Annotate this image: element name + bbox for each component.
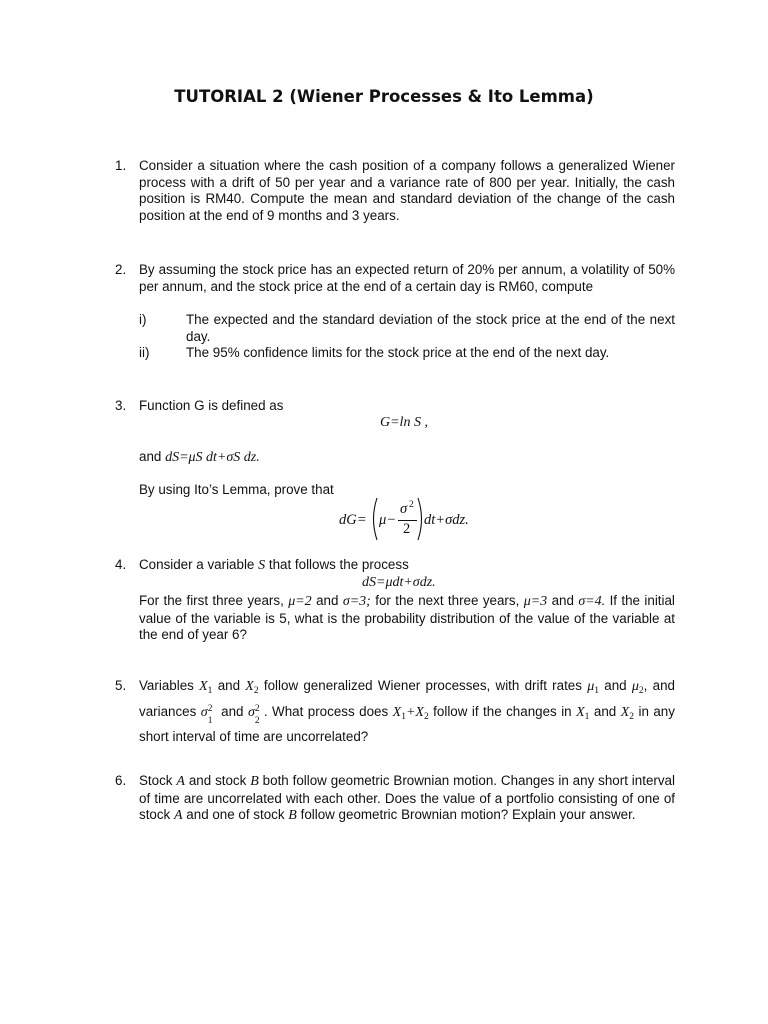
- sub-item-label: i): [139, 312, 147, 327]
- left-paren: [369, 497, 379, 541]
- question-number: 3.: [115, 398, 127, 413]
- page-title: TUTORIAL 2 (Wiener Processes & Ito Lemma): [174, 87, 594, 106]
- document-page: TUTORIAL 2 (Wiener Processes & Ito Lemma) 1. Consider a situation where the cash position of a company follows a generalized Wiener process with a drift of 50 per year and a variance rate of 800 per year. Initially, the cash position is RM40. Compute the mean and standard deviation of the change of the cash position at the end of 9 months and 3 years. 2. By assuming the stock price has an expected return of 20% per annum, a volatility of 50% per annum, and the stock price at the end of a certain day is RM60, compute i) The expected and the standard deviation of the stock price at the end of the next day. ii) The 95% confidence limits for the stock price at the end of the next day. 3. Function G is defined as G=ln S , and dS=μS dt+σS dz. By using Ito’s Lemma, prove that dG= μ− σ 2 2 dt+σdz. 4. Consider a variable S that follows the process dS=μdt+σdz. For the first three years, μ=2 and σ=3; for the next three years, μ=3 and σ=4. If the initial value of the variable is 5, what is the probability distribution of the value of the variable at the end of year 6? 5. Variables $X_1$ and $X_2$ follow generalized Wiener processes, with drift rates $\mu_1$ and $\mu_2$, and variances σ 2 1 and σ 2 2 . What process does $X_1+X_2$ follow if the changes in $X_1$ and $X_2$ in any short interval of time are uncorrelated? 6. Stock A and stock B both follow geometric Brownian motion. Changes in any short interval of time are uncorrelated with each other. Does the value of a portfolio consisting of one of stock A and one of stock B follow geometric Brownian motion? Explain your answer.: [0, 0, 768, 1024]
- question-number: 1.: [115, 158, 127, 173]
- equation-g: G=ln S ,: [380, 415, 428, 430]
- question-text: By assuming the stock price has an expected return of 20% per annum, a volatility of 50% per annum, and the stock price at the end of a certain day is RM60, compute: [139, 262, 675, 294]
- equation-ds: dS=μS dt+σS dz.: [165, 450, 260, 465]
- question-number: 2.: [115, 262, 127, 277]
- question-text: Consider a situation where the cash position of a company follows a generalized Wiener process with a drift of 50 per year and a variance rate of 800 per year. Initially, the cash position is RM40. Compute the mean and standard deviation of the change of the cash position at the end of 9 months and 3 years.: [139, 158, 675, 223]
- question-number: 5.: [115, 678, 127, 693]
- question-number: 4.: [115, 557, 127, 572]
- sub-item-text: The expected and the standard deviation of the stock price at the end of the next day.: [186, 312, 675, 344]
- equation-ds-process: dS=μdt+σdz.: [362, 575, 436, 590]
- question-number: 6.: [115, 773, 127, 788]
- sub-item-text: The 95% confidence limits for the stock price at the end of the next day.: [186, 345, 610, 360]
- question-intro: Function G is defined as: [139, 398, 284, 413]
- sub-item-label: ii): [139, 345, 150, 360]
